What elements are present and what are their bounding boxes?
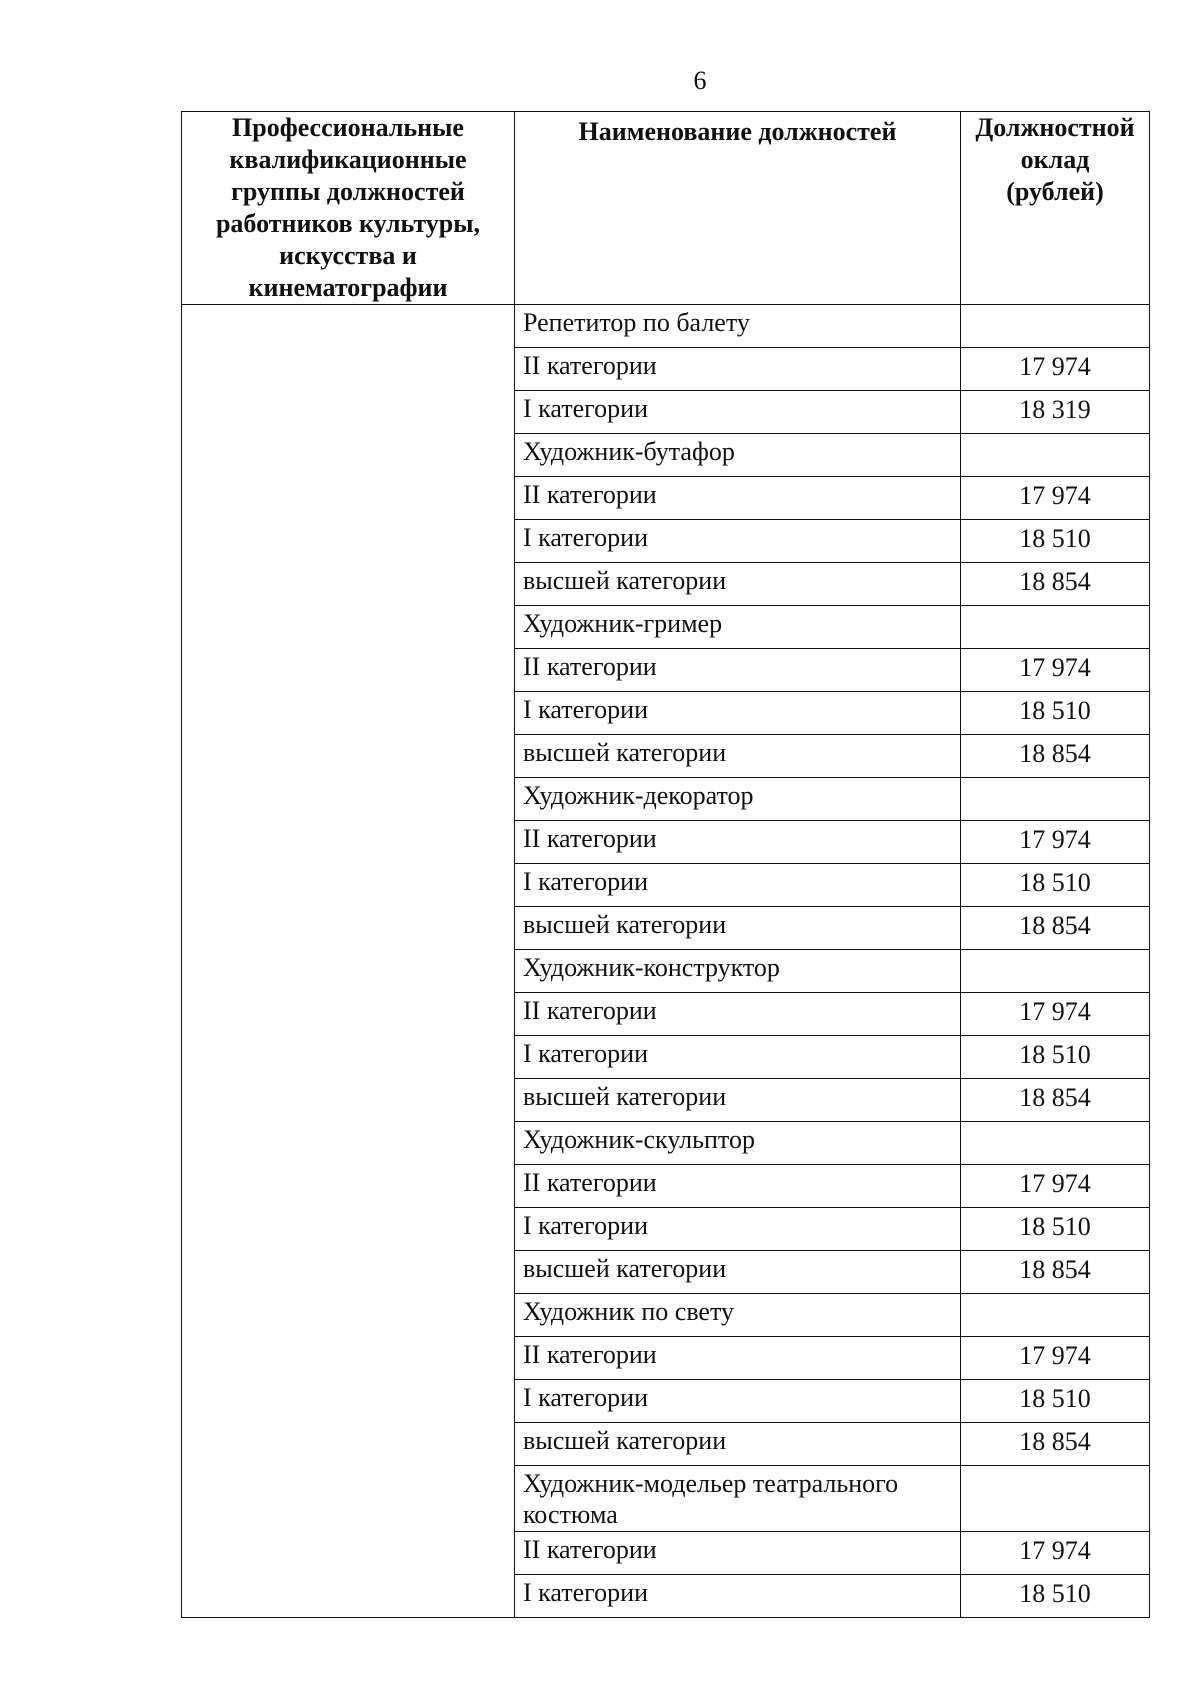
position-name: II категории bbox=[515, 1165, 961, 1208]
position-name: высшей категории bbox=[515, 563, 961, 606]
salary-value: 17 974 bbox=[961, 1165, 1150, 1208]
salary-value: 17 974 bbox=[961, 477, 1150, 520]
header-position: Наименование должностей bbox=[515, 112, 961, 305]
position-name: высшей категории bbox=[515, 1423, 961, 1466]
table-body bbox=[182, 305, 1150, 1618]
salary-value: 17 974 bbox=[961, 348, 1150, 391]
position-name: Художник-гример bbox=[515, 606, 961, 649]
salary-value: 17 974 bbox=[961, 649, 1150, 692]
position-name: I категории bbox=[515, 391, 961, 434]
position-name: высшей категории bbox=[515, 1251, 961, 1294]
salary-value: 18 319 bbox=[961, 391, 1150, 434]
salary-value: 18 854 bbox=[961, 1423, 1150, 1466]
position-name: Художник-бутафор bbox=[515, 434, 961, 477]
page-number: 6 bbox=[693, 66, 707, 95]
salary-value: 18 510 bbox=[961, 864, 1150, 907]
position-name: Репетитор по балету bbox=[515, 305, 961, 348]
salary-value: 18 510 bbox=[961, 692, 1150, 735]
position-name: I категории bbox=[515, 692, 961, 735]
position-name: высшей категории bbox=[515, 907, 961, 950]
position-name: I категории bbox=[515, 1208, 961, 1251]
salary-value bbox=[961, 1122, 1150, 1165]
table-header bbox=[182, 112, 1150, 305]
salary-table bbox=[181, 111, 1150, 1618]
salary-value: 17 974 bbox=[961, 993, 1150, 1036]
salary-value: 17 974 bbox=[961, 1337, 1150, 1380]
salary-value bbox=[961, 434, 1150, 477]
position-name: II категории bbox=[515, 348, 961, 391]
salary-value: 17 974 bbox=[961, 821, 1150, 864]
salary-value: 18 854 bbox=[961, 563, 1150, 606]
position-name: II категории bbox=[515, 1337, 961, 1380]
salary-value: 18 854 bbox=[961, 735, 1150, 778]
salary-value: 18 510 bbox=[961, 1036, 1150, 1079]
salary-value: 18 510 bbox=[961, 1575, 1150, 1618]
salary-value bbox=[961, 778, 1150, 821]
salary-value: 18 854 bbox=[961, 1079, 1150, 1122]
salary-value bbox=[961, 1294, 1150, 1337]
salary-value: 17 974 bbox=[961, 1532, 1150, 1575]
position-name: Художник-скульптор bbox=[515, 1122, 961, 1165]
position-name: II категории bbox=[515, 993, 961, 1036]
position-name: II категории bbox=[515, 1532, 961, 1575]
position-name: высшей категории bbox=[515, 1079, 961, 1122]
salary-value bbox=[961, 950, 1150, 993]
salary-value bbox=[961, 305, 1150, 348]
position-name: Художник-конструктор bbox=[515, 950, 961, 993]
group-cell bbox=[182, 305, 515, 1618]
position-name: II категории bbox=[515, 649, 961, 692]
position-name: I категории bbox=[515, 1036, 961, 1079]
salary-value: 18 854 bbox=[961, 1251, 1150, 1294]
salary-value: 18 510 bbox=[961, 520, 1150, 563]
position-name: I категории bbox=[515, 520, 961, 563]
position-name: Художник-декоратор bbox=[515, 778, 961, 821]
position-name: I категории bbox=[515, 1380, 961, 1423]
position-name: II категории bbox=[515, 477, 961, 520]
salary-value bbox=[961, 1466, 1150, 1532]
position-name: II категории bbox=[515, 821, 961, 864]
salary-value: 18 510 bbox=[961, 1208, 1150, 1251]
table-row bbox=[182, 305, 1150, 348]
position-name: высшей категории bbox=[515, 735, 961, 778]
position-name: I категории bbox=[515, 864, 961, 907]
position-name: Художник по свету bbox=[515, 1294, 961, 1337]
position-name: Художник-модельер театрального костюма bbox=[515, 1466, 961, 1532]
header-group: Профессиональные квалификационные группы должностей работников культуры, искусства и кинематографии bbox=[182, 112, 515, 305]
salary-value: 18 854 bbox=[961, 907, 1150, 950]
salary-value bbox=[961, 606, 1150, 649]
header-salary: Должностной оклад (рублей) bbox=[961, 112, 1150, 305]
position-name: I категории bbox=[515, 1575, 961, 1618]
salary-value: 18 510 bbox=[961, 1380, 1150, 1423]
